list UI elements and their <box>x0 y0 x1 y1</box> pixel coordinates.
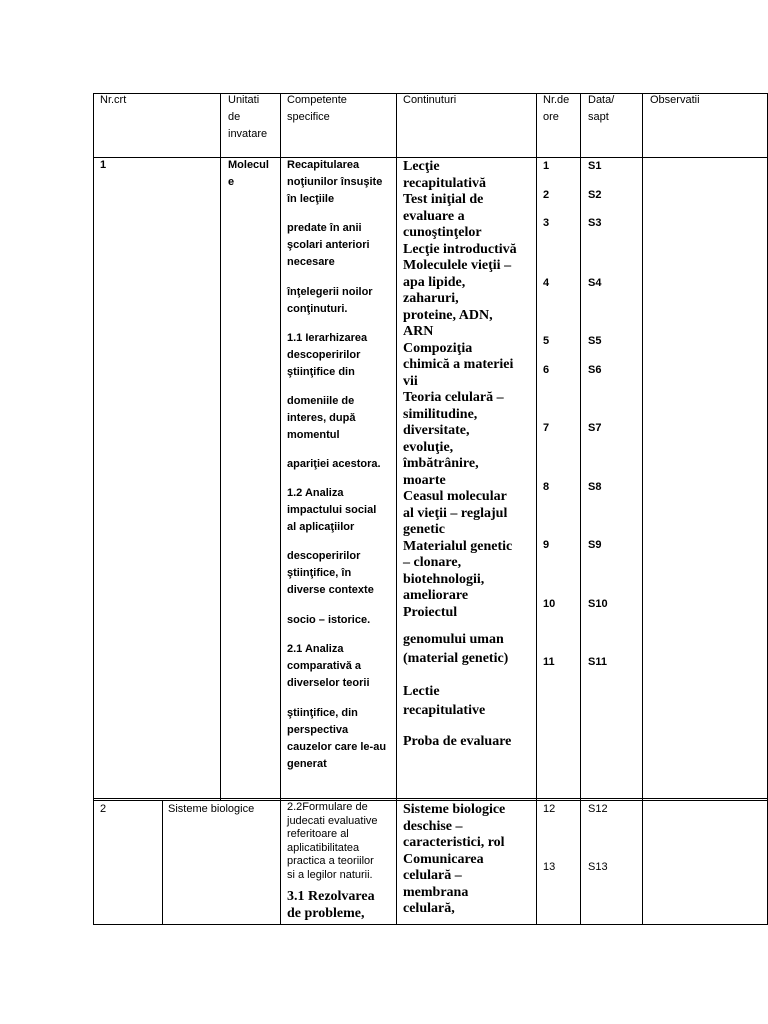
row1-sapt-6: S6 <box>588 364 602 376</box>
row2-unitate: Sisteme biologice <box>168 803 255 815</box>
row1-ora-2: 2 <box>543 189 550 201</box>
row1-sapt-5: S5 <box>588 335 602 347</box>
header-continuturi: Continuturi <box>403 94 457 106</box>
col-line-left <box>93 93 94 925</box>
row1-ora-3: 3 <box>543 217 550 229</box>
row2-nr: 2 <box>100 803 107 815</box>
col-line-comp <box>280 93 281 925</box>
row1-comp-group-4: 1.1 Ierarhizarea descoperirilor ştiinţifice din <box>287 332 368 378</box>
row1-ora-9: 9 <box>543 539 550 551</box>
row1-ora-4: 4 <box>543 277 550 289</box>
header-observatii: Observatii <box>650 94 700 106</box>
header-unitati: Unitati de invatare <box>228 94 268 140</box>
header-data-sapt: Data/ sapt <box>588 94 615 123</box>
row1-comp-group-11: ştiinţifice, din perspectiva cauzelor care le-au generat <box>287 707 387 770</box>
row1-sapt-3: S3 <box>588 217 602 229</box>
row1-sapt-10: S10 <box>588 598 608 610</box>
col-line-unit <box>220 93 221 800</box>
row1-bottom-a <box>93 798 768 799</box>
col-line-ore <box>536 93 537 925</box>
row2-competente: 2.2Formulare de judecati evaluative referitoare al aplicatibilitatea practica a teoriilor si a legilor naturii. <box>287 801 378 881</box>
row1-sapt-11: S11 <box>588 656 607 668</box>
row1-comp-group-3: înţelegerii noilor conţinuturi. <box>287 286 373 315</box>
header-competente: Competente specifice <box>287 94 347 123</box>
col-line-cont <box>396 93 397 925</box>
row2-competente-bold: 3.1 Rezolvarea de probleme, <box>287 889 375 921</box>
row1-sapt-2: S2 <box>588 189 602 201</box>
row1-comp-group-8: descoperirilor ştiinţifice, în diverse contexte <box>287 550 374 596</box>
row1-continuturi: Lecţie recapitulativă Test iniţial de evaluare a cunoştinţelor Lecţie introductivă Moleculele vieţii – apa lipide, zaharuri, proteine, ADN, ARN Compoziţia chimică a materiei vii Teoria celulară – similitudine, diversitate, evoluţie, îmbătrânire, moarte Ceasul molecular al vieţii – reglajul genetic Materialul genetic – clonare, biotehnologii, ameliorare Proiectul <box>403 159 517 620</box>
col-line-data <box>580 93 581 925</box>
header-nr-ore: Nr.de ore <box>543 94 570 123</box>
row1-continuturi-tail: genomului uman (material genetic) <box>403 632 509 666</box>
row1-ora-10: 10 <box>543 598 556 610</box>
row1-comp-group-5: domeniile de interes, după momentul <box>287 395 356 441</box>
row1-nr: 1 <box>100 159 107 171</box>
row2-continuturi: Sisteme biologice deschise – caracteristici, rol Comunicarea celulară – membrana celulară, <box>403 802 506 916</box>
row1-ora-1: 1 <box>543 160 550 172</box>
row1-sapt-1: S1 <box>588 160 602 172</box>
row1-comp-group-9: socio – istorice. <box>287 614 371 626</box>
row1-sapt-8: S8 <box>588 481 602 493</box>
row2-sapt-13: S13 <box>588 861 608 873</box>
row1-comp-group-10: 2.1 Analiza comparativă a diverselor teorii <box>287 643 370 689</box>
row1-comp-group-2: predate în anii şcolari anteriori necesare <box>287 222 370 268</box>
row2-ora-13: 13 <box>543 861 556 873</box>
row1-ora-6: 6 <box>543 364 550 376</box>
row1-sapt-9: S9 <box>588 539 602 551</box>
row1-comp-group-6: apariţiei acestora. <box>287 458 381 470</box>
row1-comp-group-7: 1.2 Analiza impactului social al aplicaţiilor <box>287 487 377 533</box>
row1-continuturi-lectie: Lectie recapitulative <box>403 684 486 718</box>
row1-ora-7: 7 <box>543 422 550 434</box>
row1-unitate: Molecul e <box>228 159 269 188</box>
row1-ora-8: 8 <box>543 481 550 493</box>
col-line-obs <box>642 93 643 925</box>
row1-continuturi-proba: Proba de evaluare <box>403 734 512 749</box>
row2-ora-12: 12 <box>543 803 556 815</box>
row1-sapt-4: S4 <box>588 277 602 289</box>
row2-sapt-12: S12 <box>588 803 608 815</box>
header-nr-crt: Nr.crt <box>100 94 127 106</box>
row1-ora-11: 11 <box>543 656 555 668</box>
row1-comp-group-1: Recapitularea noţiunilor însuşite în lecţiile <box>287 159 383 205</box>
table-border-bottom <box>93 924 768 925</box>
col-line-unit-row2 <box>162 800 163 925</box>
row1-ora-5: 5 <box>543 335 550 347</box>
row1-sapt-7: S7 <box>588 422 602 434</box>
header-row-bottom <box>93 157 768 158</box>
